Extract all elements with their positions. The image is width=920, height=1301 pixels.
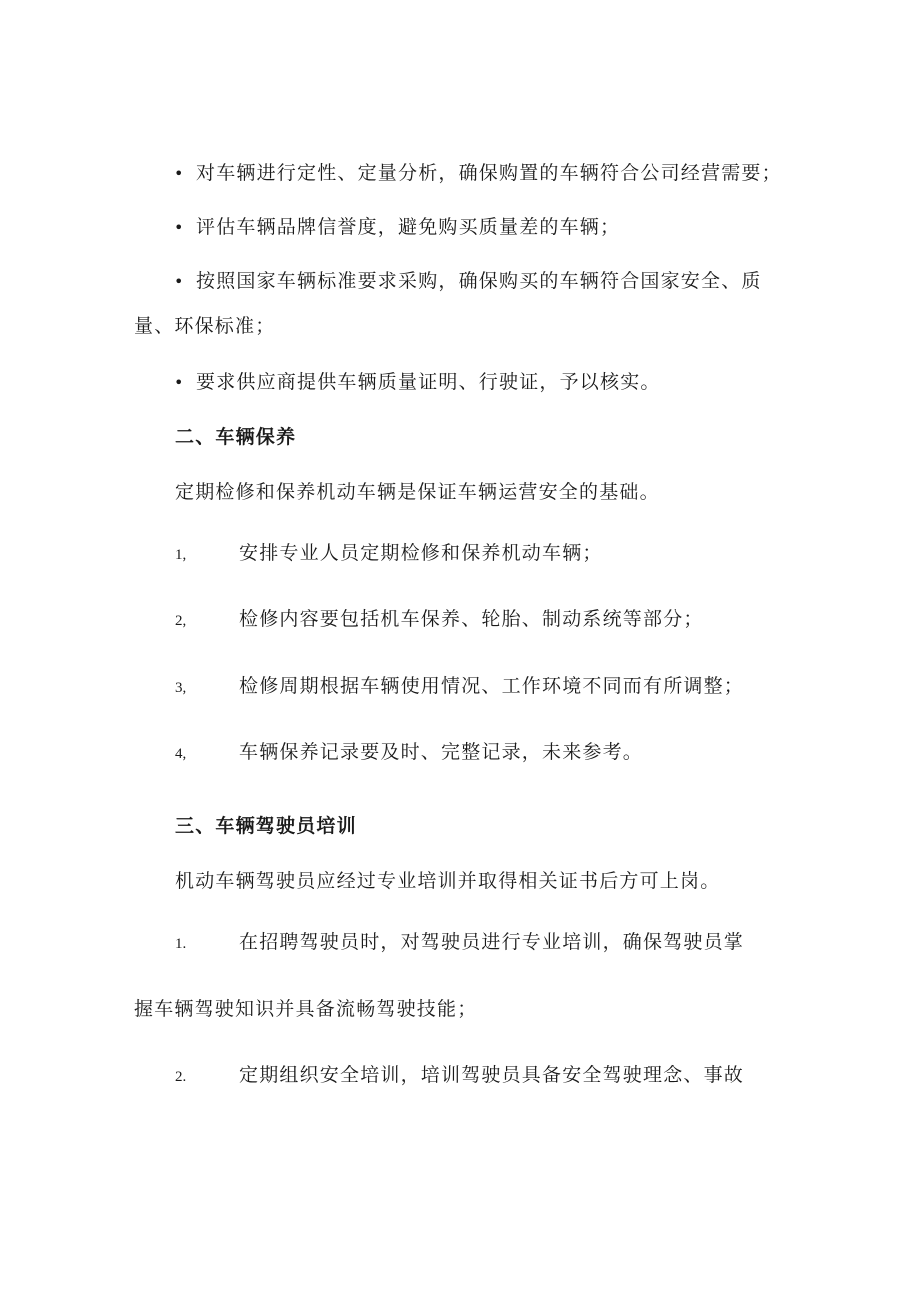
bullet-item-continuation: 量、环保标准； — [134, 315, 276, 337]
bullet-marker: • — [174, 373, 184, 392]
list-item-text: 车辆保养记录要及时、完整记录，未来参考。 — [239, 741, 644, 763]
list-number: 1. — [175, 936, 187, 952]
list-number: 1, — [175, 547, 187, 563]
bullet-marker: • — [174, 164, 184, 183]
list-number: 4, — [175, 746, 187, 762]
section-heading: 三、车辆驾驶员培训 — [175, 815, 357, 837]
section-intro: 定期检修和保养机动车辆是保证车辆运营安全的基础。 — [175, 481, 660, 503]
bullet-marker: • — [174, 272, 184, 291]
list-item-text: 检修内容要包括机车保养、轮胎、制动系统等部分； — [239, 608, 704, 630]
bullet-item-text: 评估车辆品牌信誉度，避免购买质量差的车辆； — [196, 216, 621, 238]
list-item-text: 定期组织安全培训，培训驾驶员具备安全驾驶理念、事故 — [239, 1064, 745, 1086]
list-number: 2, — [175, 613, 187, 629]
list-number: 3, — [175, 680, 187, 696]
section-intro: 机动车辆驾驶员应经过专业培训并取得相关证书后方可上岗。 — [175, 870, 721, 892]
bullet-item-text: 要求供应商提供车辆质量证明、行驶证，予以核实。 — [196, 371, 661, 393]
list-number: 2. — [175, 1069, 187, 1085]
bullet-item-text: 按照国家车辆标准要求采购，确保购买的车辆符合国家安全、质 — [196, 270, 762, 292]
bullet-marker: • — [174, 218, 184, 237]
list-item-continuation: 握车辆驾驶知识并具备流畅驾驶技能； — [134, 998, 478, 1020]
list-item-text: 在招聘驾驶员时，对驾驶员进行专业培训，确保驾驶员掌 — [239, 931, 745, 953]
list-item-text: 安排专业人员定期检修和保养机动车辆； — [239, 542, 603, 564]
bullet-item-text: 对车辆进行定性、定量分析，确保购置的车辆符合公司经营需要； — [196, 162, 782, 184]
list-item-text: 检修周期根据车辆使用情况、工作环境不同而有所调整； — [239, 675, 745, 697]
section-heading: 二、车辆保养 — [175, 426, 297, 448]
